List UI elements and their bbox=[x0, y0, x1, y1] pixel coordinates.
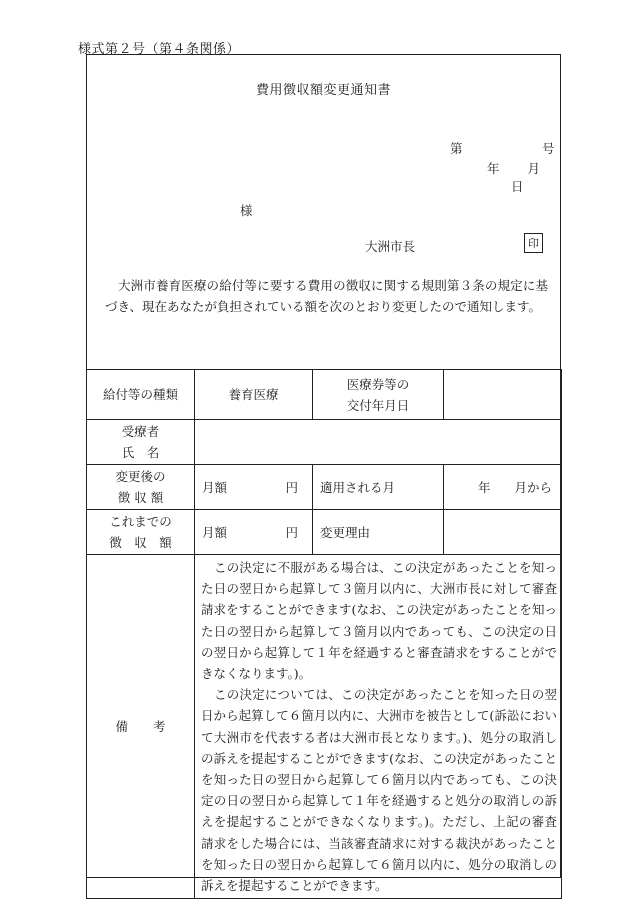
notice-frame bbox=[86, 54, 561, 894]
notice-body: 大洲市養育医療の給付等に要する費用の徴収に関する規則第３条の規定に基づき、現在あなたが負担されている額を次のとおり変更したので通知します。 bbox=[105, 278, 548, 314]
new-amount-label: 変更後の 徴 収 額 bbox=[87, 465, 195, 510]
issue-date bbox=[487, 159, 560, 195]
recipient-honorific: 様 bbox=[240, 203, 253, 218]
new-amount-value: 月額 円 bbox=[195, 465, 313, 510]
remarks-paragraph-1: この決定に不服がある場合は、この決定があったことを知った日の翌日から起算して３箇月以内に、大洲市長に対して審査請求をすることができます(なお、この決定があったことを知った日の翌日から起算して３箇月以内であっても、この決定の日の翌日から起算して１年を経過すると審査請求をすることができなくなります。)。 bbox=[201, 560, 557, 682]
remarks-paragraph-2: この決定については、この決定があったことを知った日の翌日から起算して６箇月以内に、大洲市を被告として(訴訟において大洲市を代表する者は大洲市長となります。)、処分の取消しの訴えを提起することができます(なお、この決定があったことを知った日の翌日から起算して６箇月以内であっても、この決定の日の翌日から起算して１年を経過すると処分の取消しの訴えを提起することができなくなります。)。ただし、上記の審査請求をした場合には、当該審査請求に対する裁決があったことを知った日の翌日から起算して６箇月以内に、処分の取消しの訴えを提起することができます。 bbox=[201, 687, 557, 894]
benefit-type-label: 給付等の種類 bbox=[87, 370, 195, 420]
table-row bbox=[87, 510, 562, 555]
applied-month-value: 年 月から bbox=[444, 465, 562, 510]
table-row bbox=[87, 555, 562, 899]
table-row bbox=[87, 465, 562, 510]
change-reason-value bbox=[444, 510, 562, 555]
date-month: 月 bbox=[527, 161, 540, 176]
issue-date-label: 医療券等の 交付年月日 bbox=[313, 370, 444, 420]
remarks-label: 備 考 bbox=[87, 555, 195, 899]
seal-stamp: 印 bbox=[524, 233, 543, 253]
table-row bbox=[87, 370, 562, 420]
date-year: 年 bbox=[487, 161, 500, 176]
number-prefix: 第 bbox=[450, 141, 463, 156]
details-table bbox=[86, 369, 562, 899]
issuer-mayor: 大洲市長 bbox=[365, 239, 416, 254]
document-title: 費用徴収額変更通知書 bbox=[255, 83, 391, 98]
patient-name-value bbox=[195, 420, 562, 465]
applied-month-label: 適用される月 bbox=[313, 465, 444, 510]
patient-name-label: 受療者 氏 名 bbox=[87, 420, 195, 465]
old-amount-label: これまでの 徴 収 額 bbox=[87, 510, 195, 555]
form-number: 様式第２号（第４条関係） bbox=[78, 42, 241, 57]
benefit-type-value: 養育医療 bbox=[195, 370, 313, 420]
date-day: 日 bbox=[510, 179, 524, 194]
number-suffix: 号 bbox=[542, 141, 555, 156]
table-row bbox=[87, 420, 562, 465]
issue-date-value bbox=[444, 370, 562, 420]
change-reason-label: 変更理由 bbox=[313, 510, 444, 555]
old-amount-value: 月額 円 bbox=[195, 510, 313, 555]
remarks-text bbox=[195, 555, 562, 899]
